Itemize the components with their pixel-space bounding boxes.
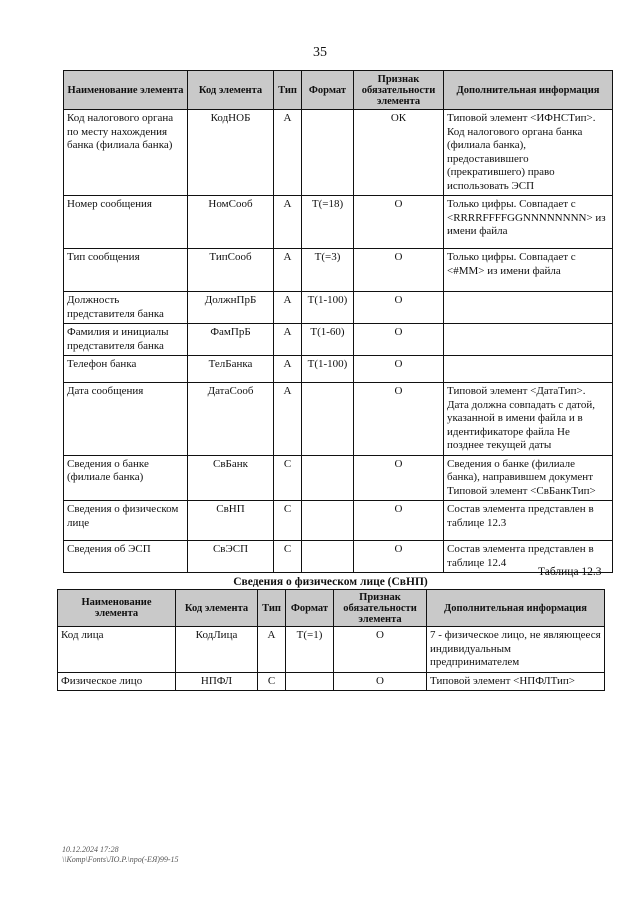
cell-code: НомСооб bbox=[188, 196, 274, 249]
cell-type: А bbox=[258, 627, 286, 673]
cell-type: С bbox=[274, 541, 302, 573]
cell-type: А bbox=[274, 196, 302, 249]
table-row bbox=[64, 501, 613, 541]
cell-name: Тип сообщения bbox=[64, 249, 188, 292]
cell-code: СвБанк bbox=[188, 455, 274, 501]
column-header: Дополнительная информация bbox=[444, 71, 613, 110]
cell-required: О bbox=[354, 455, 444, 501]
cell-required: О bbox=[354, 196, 444, 249]
cell-format bbox=[302, 541, 354, 573]
cell-code: ФамПрБ bbox=[188, 324, 274, 356]
column-header: Код элемента bbox=[188, 71, 274, 110]
table-row bbox=[64, 356, 613, 383]
cell-name: Код лица bbox=[58, 627, 176, 673]
footer-code: \\Komp\Fonts\ЛО.Р.\про(-ЕЯ)99-15 bbox=[62, 855, 179, 864]
column-header: Наименование элемента bbox=[64, 71, 188, 110]
table-row bbox=[64, 110, 613, 196]
cell-info: 7 - физическое лицо, не являющееся индивидуальным предпринимателем bbox=[427, 627, 605, 673]
table-title: Сведения о физическом лице (СвНП) bbox=[233, 576, 428, 588]
column-header: Наименование элемента bbox=[58, 590, 176, 627]
cell-info: Типовой элемент <ДатаТип>. Дата должна совпадать с датой, указанной в имени файла и в идентификаторе файла Не позднее текущей даты bbox=[444, 383, 613, 456]
cell-name: Номер сообщения bbox=[64, 196, 188, 249]
cell-name: Физическое лицо bbox=[58, 672, 176, 691]
table-header-row bbox=[64, 71, 613, 110]
cell-format: T(1-100) bbox=[302, 292, 354, 324]
cell-required: О bbox=[354, 292, 444, 324]
cell-info: Типовой элемент <ИФНСТип>. Код налогового органа банка (филиала банка), предоставившего (прекратившего) право использовать ЭСП bbox=[444, 110, 613, 196]
cell-required: О bbox=[334, 627, 427, 673]
cell-code: ТелБанка bbox=[188, 356, 274, 383]
table-row bbox=[64, 249, 613, 292]
cell-required: О bbox=[334, 672, 427, 691]
column-header: Код элемента bbox=[176, 590, 258, 627]
cell-info: Типовой элемент <НПФЛТип> bbox=[427, 672, 605, 691]
cell-name: Код налогового органа по месту нахождения банка (филиала банка) bbox=[64, 110, 188, 196]
cell-required: О bbox=[354, 249, 444, 292]
cell-format bbox=[286, 672, 334, 691]
cell-format bbox=[302, 110, 354, 196]
cell-name: Дата сообщения bbox=[64, 383, 188, 456]
cell-format: T(1-100) bbox=[302, 356, 354, 383]
cell-type: А bbox=[274, 292, 302, 324]
person-table bbox=[57, 589, 605, 691]
cell-required: О bbox=[354, 383, 444, 456]
cell-name: Сведения о банке (филиале банка) bbox=[64, 455, 188, 501]
cell-required: О bbox=[354, 501, 444, 541]
cell-format: T(=3) bbox=[302, 249, 354, 292]
footer-stamp bbox=[62, 845, 179, 865]
cell-required: ОК bbox=[354, 110, 444, 196]
cell-type: А bbox=[274, 324, 302, 356]
column-header: Признак обязательности элемента bbox=[334, 590, 427, 627]
cell-type: А bbox=[274, 356, 302, 383]
cell-name: Сведения о физическом лице bbox=[64, 501, 188, 541]
cell-type: С bbox=[258, 672, 286, 691]
column-header: Формат bbox=[286, 590, 334, 627]
column-header: Признак обязательности элемента bbox=[354, 71, 444, 110]
cell-required: О bbox=[354, 324, 444, 356]
column-header: Тип bbox=[258, 590, 286, 627]
table-row bbox=[64, 196, 613, 249]
cell-name: Телефон банка bbox=[64, 356, 188, 383]
cell-info: Состав элемента представлен в таблице 12.3 bbox=[444, 501, 613, 541]
cell-name: Фамилия и инициалы представителя банка bbox=[64, 324, 188, 356]
cell-type: А bbox=[274, 249, 302, 292]
cell-info: Сведения о банке (филиале банка), направившем документ Типовой элемент <СвБанкТип> bbox=[444, 455, 613, 501]
cell-type: А bbox=[274, 110, 302, 196]
table-row bbox=[58, 627, 605, 673]
cell-code: КодНОБ bbox=[188, 110, 274, 196]
column-header: Тип bbox=[274, 71, 302, 110]
cell-format bbox=[302, 383, 354, 456]
cell-info bbox=[444, 324, 613, 356]
cell-code: СвНП bbox=[188, 501, 274, 541]
cell-info: Состав элемента представлен в таблице 12.4 bbox=[444, 541, 613, 573]
cell-info: Только цифры. Совпадает с <#ММ> из имени файла bbox=[444, 249, 613, 292]
cell-format bbox=[302, 501, 354, 541]
cell-code: ДолжнПрБ bbox=[188, 292, 274, 324]
cell-format: T(=1) bbox=[286, 627, 334, 673]
cell-format bbox=[302, 455, 354, 501]
elements-table bbox=[63, 70, 613, 573]
column-header: Формат bbox=[302, 71, 354, 110]
column-header: Дополнительная информация bbox=[427, 590, 605, 627]
cell-info: Только цифры. Совпадает с <RRRRFFFFGGNNNNNNNN> из имени файла bbox=[444, 196, 613, 249]
table-label: Таблица 12.3 bbox=[538, 566, 602, 578]
cell-type: С bbox=[274, 455, 302, 501]
page-number: 35 bbox=[313, 45, 327, 60]
table-row bbox=[64, 292, 613, 324]
cell-type: С bbox=[274, 501, 302, 541]
cell-info bbox=[444, 292, 613, 324]
table-row bbox=[64, 541, 613, 573]
cell-required: О bbox=[354, 356, 444, 383]
cell-code: КодЛица bbox=[176, 627, 258, 673]
cell-type: А bbox=[274, 383, 302, 456]
cell-format: T(1-60) bbox=[302, 324, 354, 356]
table-header-row bbox=[58, 590, 605, 627]
cell-code: НПФЛ bbox=[176, 672, 258, 691]
table-row bbox=[64, 383, 613, 456]
cell-code: ДатаСооб bbox=[188, 383, 274, 456]
cell-info bbox=[444, 356, 613, 383]
table-row bbox=[58, 672, 605, 691]
cell-name: Должность представителя банка bbox=[64, 292, 188, 324]
cell-format: T(=18) bbox=[302, 196, 354, 249]
cell-code: ТипСооб bbox=[188, 249, 274, 292]
cell-name: Сведения об ЭСП bbox=[64, 541, 188, 573]
cell-code: СвЭСП bbox=[188, 541, 274, 573]
footer-date: 10.12.2024 17:28 bbox=[62, 845, 119, 854]
cell-required: О bbox=[354, 541, 444, 573]
table-row bbox=[64, 455, 613, 501]
table-row bbox=[64, 324, 613, 356]
